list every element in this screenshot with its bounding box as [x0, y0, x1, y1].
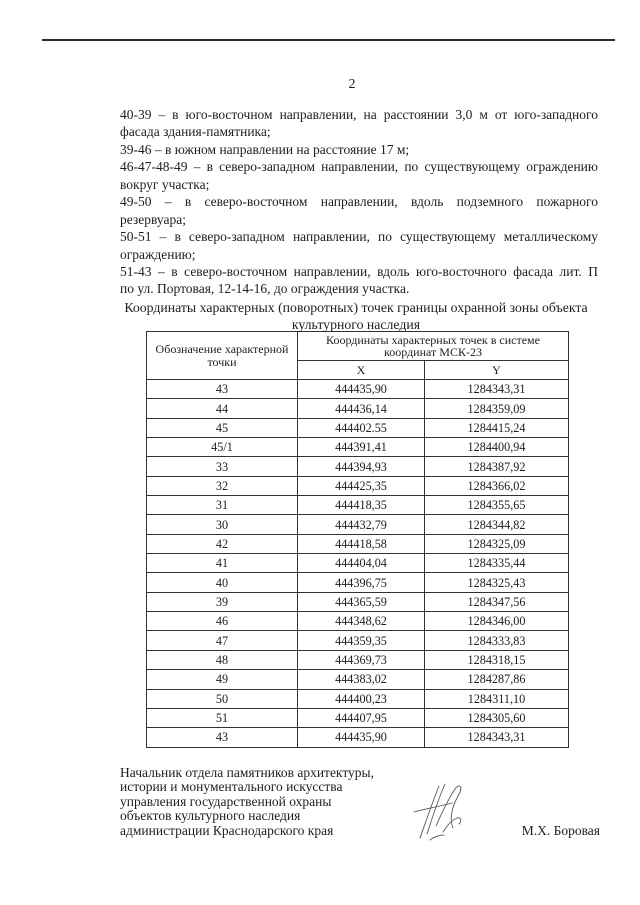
y-cell: 1284343,31	[425, 380, 569, 399]
point-cell: 32	[147, 476, 298, 495]
x-cell: 444432,79	[298, 515, 425, 534]
table-row	[147, 496, 569, 515]
y-cell: 1284325,43	[425, 573, 569, 592]
point-cell: 49	[147, 670, 298, 689]
header-line: точки	[207, 354, 237, 369]
boundary-item	[120, 228, 598, 263]
point-cell: 47	[147, 631, 298, 650]
y-cell: 1284305,60	[425, 708, 569, 727]
x-cell: 444425,35	[298, 476, 425, 495]
x-cell: 444400,23	[298, 689, 425, 708]
y-cell: 1284400,94	[425, 438, 569, 457]
page-number: 2	[348, 77, 356, 92]
y-cell: 1284359,09	[425, 399, 569, 418]
table-row	[147, 399, 569, 418]
position-line: объектов культурного наследия	[120, 808, 301, 824]
y-column-header: Y	[425, 361, 569, 380]
x-cell: 444369,73	[298, 650, 425, 669]
point-cell: 45/1	[147, 438, 298, 457]
point-cell: 39	[147, 592, 298, 611]
point-cell: 31	[147, 496, 298, 515]
text-line: 50-51 – в северо-западном направлении, по существующему металлическому	[120, 229, 598, 245]
point-cell: 30	[147, 515, 298, 534]
text-line: 46-47-48-49 – в северо-западном направлении, по существующему ограждению	[120, 159, 598, 175]
position-line: администрации Краснодарского края	[120, 822, 334, 838]
table-row	[147, 689, 569, 708]
x-cell: 444435,90	[298, 728, 425, 747]
x-cell: 444359,35	[298, 631, 425, 650]
point-cell: 50	[147, 689, 298, 708]
text-line: фасада здания-памятника;	[120, 124, 271, 140]
x-cell: 444436,14	[298, 399, 425, 418]
boundary-item	[120, 263, 598, 298]
boundary-item	[120, 141, 598, 158]
table-header-row	[147, 332, 569, 361]
y-cell: 1284347,56	[425, 592, 569, 611]
table-row	[147, 476, 569, 495]
point-cell: 43	[147, 380, 298, 399]
y-cell: 1284346,00	[425, 612, 569, 631]
table-row	[147, 670, 569, 689]
position-line: управления государственной охраны	[120, 793, 332, 809]
x-cell: 444383,02	[298, 670, 425, 689]
table-row	[147, 438, 569, 457]
table-title-line: Координаты характерных (поворотных) точек границы охранной зоны объекта	[124, 299, 588, 315]
table-row	[147, 534, 569, 553]
table-row	[147, 515, 569, 534]
table-row	[147, 554, 569, 573]
point-cell: 41	[147, 554, 298, 573]
boundary-item	[120, 106, 598, 141]
y-cell: 1284387,92	[425, 457, 569, 476]
point-cell: 44	[147, 399, 298, 418]
header-line: Координаты характерных точек в системе	[326, 332, 540, 347]
coordinates-column-header	[298, 332, 569, 361]
table-row	[147, 631, 569, 650]
text-line: 51-43 – в северо-восточном направлении, вдоль юго-восточного фасада лит. П	[120, 263, 598, 279]
table-row	[147, 573, 569, 592]
signature	[410, 774, 472, 844]
boundary-description	[120, 106, 598, 298]
y-cell: 1284415,24	[425, 418, 569, 437]
x-cell: 444435,90	[298, 380, 425, 399]
x-cell: 444394,93	[298, 457, 425, 476]
table-row	[147, 592, 569, 611]
x-column-header: X	[298, 361, 425, 380]
point-cell: 40	[147, 573, 298, 592]
y-cell: 1284344,82	[425, 515, 569, 534]
point-cell: 45	[147, 418, 298, 437]
text-line: 40-39 – в юго-восточном направлении, на расстоянии 3,0 м от юго-западного	[120, 107, 598, 122]
boundary-item	[120, 158, 598, 193]
x-cell: 444418,58	[298, 534, 425, 553]
point-cell: 33	[147, 457, 298, 476]
y-cell: 1284318,15	[425, 650, 569, 669]
point-cell: 46	[147, 612, 298, 631]
y-cell: 1284333,83	[425, 631, 569, 650]
point-cell: 48	[147, 650, 298, 669]
table-row	[147, 708, 569, 727]
x-cell: 444407,95	[298, 708, 425, 727]
x-cell: 444402.55	[298, 418, 425, 437]
text-line: 49-50 – в северо-восточном направлении, вдоль подземного пожарного	[120, 194, 598, 210]
position-line: истории и монументального искусства	[120, 779, 343, 795]
text-line: по ул. Портовая, 12-14-16, до ограждения участка.	[120, 281, 410, 297]
text-line: ограждению;	[120, 246, 196, 262]
y-cell: 1284355,65	[425, 496, 569, 515]
y-cell: 1284311,10	[425, 689, 569, 708]
point-cell: 42	[147, 534, 298, 553]
y-cell: 1284287,86	[425, 670, 569, 689]
table-row	[147, 612, 569, 631]
table-row	[147, 457, 569, 476]
table-row	[147, 380, 569, 399]
point-cell: 51	[147, 708, 298, 727]
table-row	[147, 728, 569, 747]
point-column-header	[147, 332, 298, 380]
text-line: 39-46 – в южном направлении на расстояние 17 м;	[120, 141, 410, 157]
x-cell: 444396,75	[298, 573, 425, 592]
signer-name: М.Х. Боровая	[521, 823, 600, 838]
x-cell: 444404,04	[298, 554, 425, 573]
text-line: резервуара;	[120, 211, 186, 227]
position-line: Начальник отдела памятников архитектуры,	[120, 764, 374, 780]
x-cell: 444365,59	[298, 592, 425, 611]
table-row	[147, 418, 569, 437]
x-cell: 444418,35	[298, 496, 425, 515]
signatory-position	[120, 766, 374, 839]
boundary-item	[120, 193, 598, 228]
y-cell: 1284366,02	[425, 476, 569, 495]
header-line: Обозначение характерной	[155, 342, 289, 356]
text-line: вокруг участка;	[120, 176, 210, 192]
table-row	[147, 650, 569, 669]
x-cell: 444391,41	[298, 438, 425, 457]
top-rule	[42, 39, 615, 41]
y-cell: 1284325,09	[425, 534, 569, 553]
y-cell: 1284335,44	[425, 554, 569, 573]
x-cell: 444348,62	[298, 612, 425, 631]
table-title	[106, 299, 606, 333]
table-title-line: культурного наследия	[291, 316, 421, 332]
coordinates-table	[146, 331, 569, 748]
header-line: координат МСК-23	[384, 345, 482, 359]
point-cell: 43	[147, 728, 298, 747]
y-cell: 1284343,31	[425, 728, 569, 747]
